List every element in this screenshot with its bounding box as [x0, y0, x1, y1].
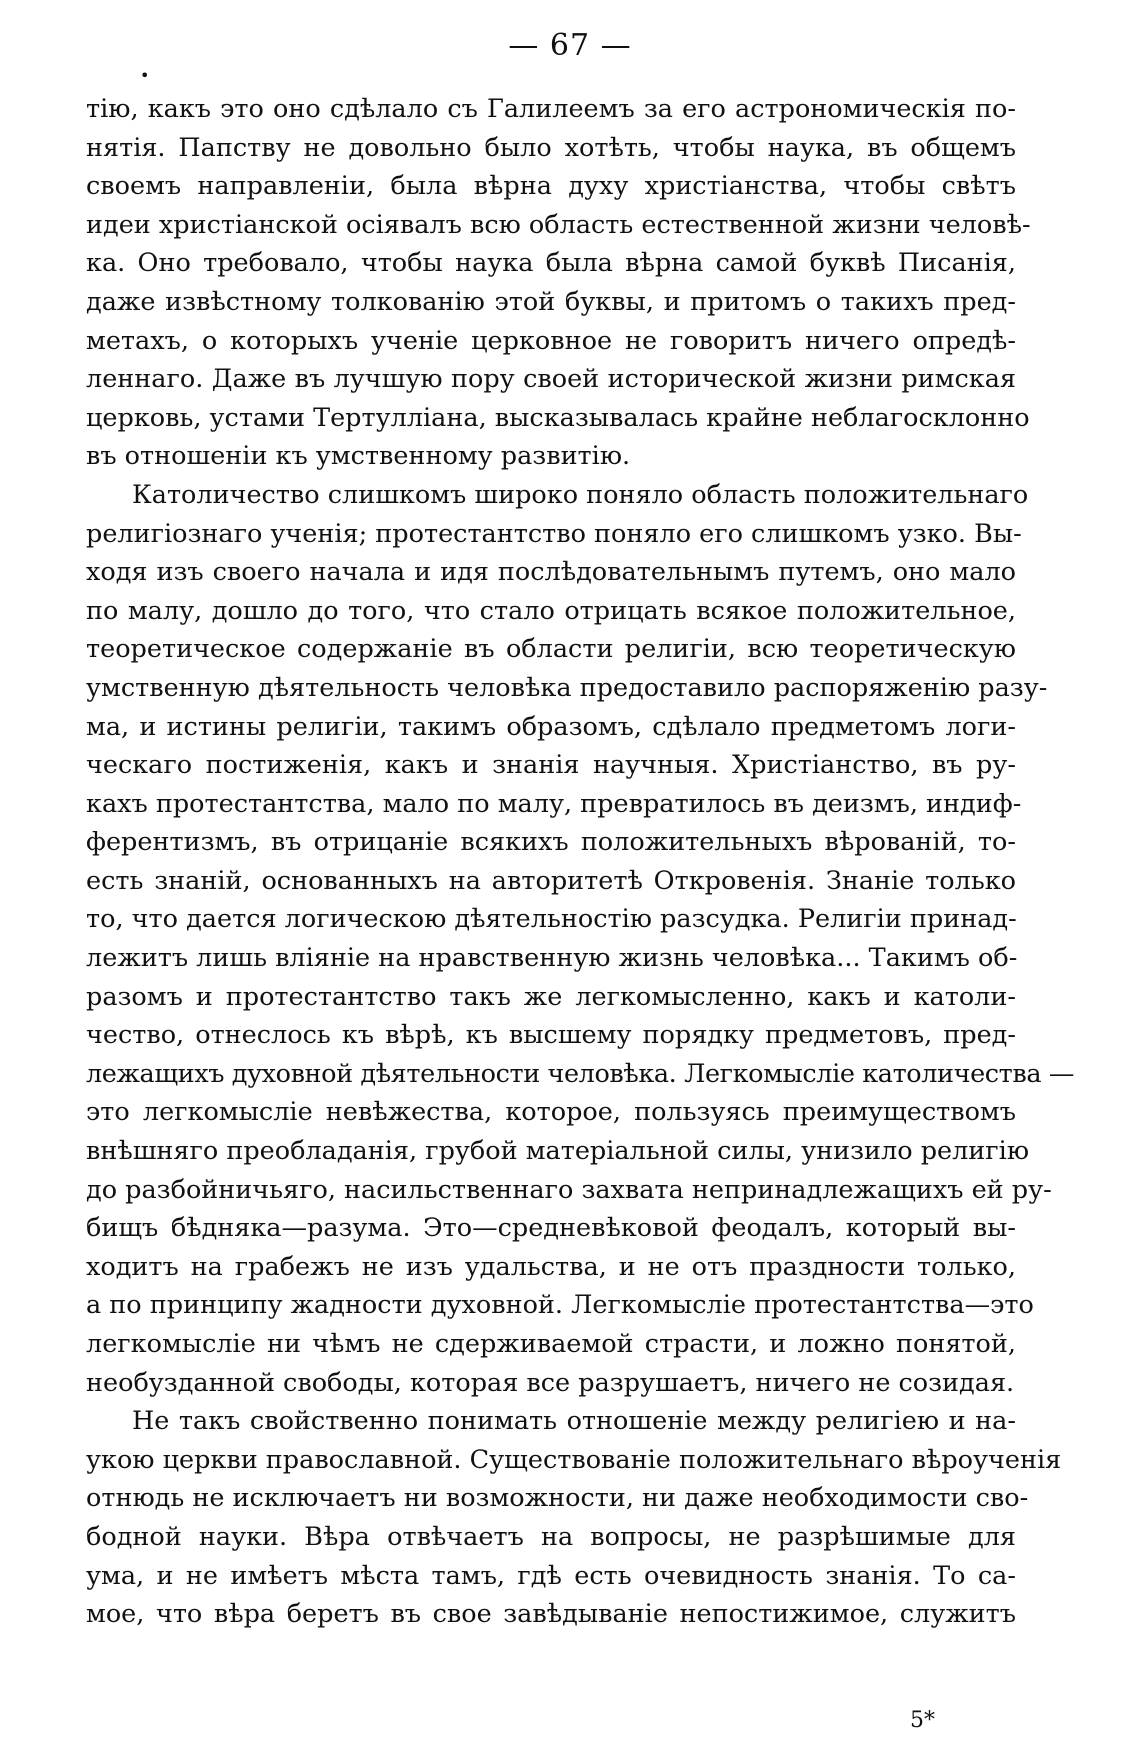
- text-line: мое, что вѣра беретъ въ свое завѣдываніе непостижимое, служитъ: [86, 1599, 1016, 1630]
- text-line: лежащихъ духовной дѣятельности человѣка. Легкомысліе католичества —: [86, 1058, 1074, 1089]
- text-line: даже извѣстному толкованію этой буквы, и притомъ о такихъ пред-: [86, 286, 1016, 317]
- text-line: отнюдь не исключаетъ ни возможности, ни даже необходимости сво-: [86, 1483, 1029, 1514]
- text-line: умственную дѣятельность человѣка предоставило распоряженію разу-: [86, 672, 1048, 703]
- text-line: легкомысліе ни чѣмъ не сдерживаемой страсти, и ложно понятой,: [86, 1329, 1016, 1359]
- text-line: ходя изъ своего начала и идя послѣдовательнымъ путемъ, оно мало: [86, 557, 1016, 588]
- paragraph-2: [86, 476, 1074, 1402]
- text-line: ферентизмъ, въ отрицаніе всякихъ положительныхъ вѣрованій, то-: [86, 827, 1016, 858]
- text-line: своемъ направленіи, была вѣрна духу христіанства, чтобы свѣтъ: [86, 171, 1016, 202]
- text-line: церковь, устами Тертулліана, высказывалась крайне неблагосклонно: [86, 402, 1030, 433]
- text-line: Не такъ свойственно понимать отношеніе между религіею и на-: [132, 1406, 1016, 1437]
- text-line: теоретическое содержаніе въ области религіи, всю теоретическую: [86, 634, 1016, 665]
- text-line: тію, какъ это оно сдѣлало съ Галилеемъ за его астрономическія по-: [86, 94, 1016, 124]
- text-line: разомъ и протестантство такъ же легкомысленно, какъ и католи-: [86, 981, 1016, 1012]
- text-line: леннаго. Даже въ лучшую пору своей исторической жизни римская: [86, 364, 1016, 395]
- text-line: религіознаго ученія; протестантство поняло его слишкомъ узко. Вы-: [86, 518, 1022, 549]
- text-line: по малу, дошло до того, что стало отрицать всякое положительное,: [86, 595, 1016, 626]
- text-line: это легкомысліе невѣжества, которое, пользуясь преимуществомъ: [86, 1097, 1016, 1128]
- text-line: ческаго постиженія, какъ и знанія научныя. Христіанство, въ ру-: [86, 750, 1016, 781]
- text-line: идеи христіанской осіявалъ всю область естественной жизни человѣ-: [86, 209, 1031, 240]
- text-line: до разбойничьяго, насильственнаго захвата непринадлежащихъ ей ру-: [86, 1174, 1052, 1205]
- text-line: Католичество слишкомъ широко поняло область положительнаго: [132, 479, 1029, 510]
- text-line: то, что дается логическою дѣятельностію разсудка. Религіи принад-: [86, 904, 1017, 935]
- text-line: метахъ, о которыхъ ученіе церковное не говоритъ ничего опредѣ-: [86, 325, 1016, 356]
- page-body: [86, 90, 1074, 1634]
- text-line: есть знаній, основанныхъ на авторитетѣ Откровенія. Знаніе только: [86, 865, 1016, 896]
- text-line: а по принципу жадности духовной. Легкомысліе протестантства—это: [86, 1290, 1034, 1321]
- page-number: — 67 —: [508, 28, 632, 63]
- text-line: чество, отнеслось къ вѣрѣ, къ высшему порядку предметовъ, пред-: [86, 1020, 1016, 1051]
- text-line: укою церкви православной. Существованіе положительнаго вѣроученія: [86, 1444, 1062, 1475]
- text-line: внѣшняго преобладанія, грубой матеріальной силы, унизило религію: [86, 1136, 1030, 1167]
- paragraph-3: [86, 1402, 1062, 1634]
- text-line: кахъ протестантства, мало по малу, превратилось въ деизмъ, индиф-: [86, 788, 1022, 819]
- text-line: въ отношеніи къ умственному развитію.: [86, 441, 631, 472]
- text-line: бодной науки. Вѣра отвѣчаетъ на вопросы, не разрѣшимые для: [86, 1521, 1016, 1552]
- text-line: ка. Оно требовало, чтобы наука была вѣрна самой буквѣ Писанія,: [86, 248, 1016, 279]
- text-line: лежитъ лишь вліяніе на нравственную жизнь человѣка... Такимъ об-: [86, 943, 1018, 974]
- signature-mark: 5*: [910, 1708, 935, 1733]
- paragraph-1: [86, 90, 1031, 476]
- text-line: ходитъ на грабежъ не изъ удальства, и не отъ праздности только,: [86, 1251, 1016, 1282]
- text-line: бищъ бѣдняка—разума. Это—средневѣковой феодалъ, который вы-: [86, 1213, 1016, 1244]
- ink-speck: •: [140, 66, 150, 85]
- text-line: необузданной свободы, которая все разрушаетъ, ничего не созидая.: [86, 1367, 1015, 1398]
- text-line: нятія. Папству не довольно было хотѣть, чтобы наука, въ общемъ: [86, 132, 1016, 163]
- text-line: ма, и истины религіи, такимъ образомъ, сдѣлало предметомъ логи-: [86, 711, 1016, 742]
- text-line: ума, и не имѣетъ мѣста тамъ, гдѣ есть очевидность знанія. То са-: [86, 1560, 1016, 1591]
